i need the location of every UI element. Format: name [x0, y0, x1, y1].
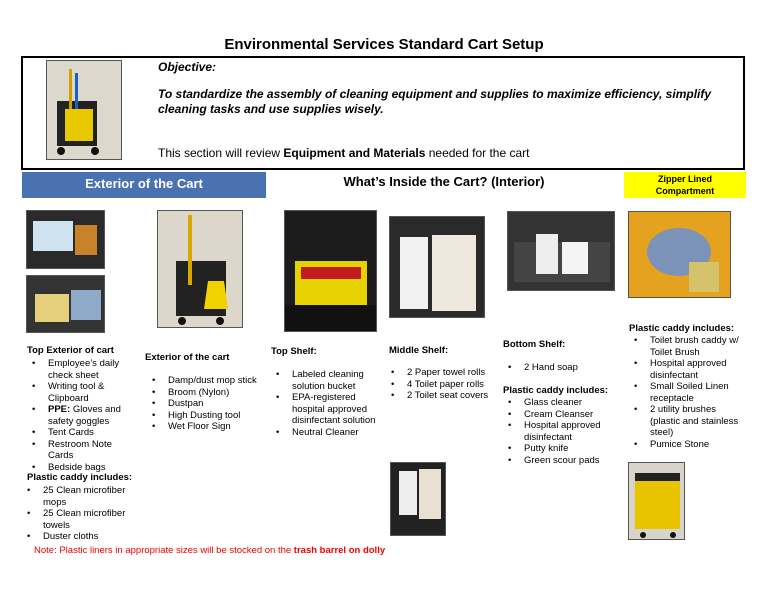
middle-shelf-photo-2: [390, 462, 446, 536]
ppe-label: PPE:: [48, 404, 71, 415]
list-item: • Glass cleaner: [502, 397, 618, 409]
clipboard-photo: [26, 210, 105, 269]
liner-note: [34, 545, 385, 556]
bottom-shelf-list: [502, 362, 618, 374]
page-title: Environmental Services Standard Cart Setup: [224, 36, 544, 53]
review-bold: Equipment and Materials: [283, 146, 426, 160]
list-item: • High Dusting tool: [146, 410, 266, 422]
cart-photo: [46, 60, 122, 160]
list-item: • Duster cloths: [21, 531, 141, 543]
list-item: • Labeled cleaning solution bucket: [270, 369, 382, 392]
list-item: • Restroom Note Cards: [26, 439, 136, 462]
top-exterior-caddy-list: [21, 485, 141, 543]
bottom-shelf-heading: Bottom Shelf:: [503, 339, 566, 350]
list-item: • Pumice Stone: [628, 439, 748, 451]
list-item: • Tent Cards: [26, 427, 136, 439]
list-item: • Dustpan: [146, 398, 266, 410]
list-item: • Bedside bags: [26, 462, 136, 474]
exterior-heading: Exterior of the cart: [145, 352, 230, 363]
list-item: • Wet Floor Sign: [146, 421, 266, 433]
top-exterior-list: [26, 358, 136, 473]
list-item: • 2 Toilet seat covers: [385, 390, 501, 402]
exterior-list: [146, 375, 266, 433]
top-shelf-list: [270, 369, 382, 438]
note-bold: trash barrel on dolly: [293, 545, 386, 556]
objective-heading: Objective:: [158, 60, 217, 74]
microfiber-photo: [26, 275, 105, 333]
list-item: • 2 Paper towel rolls: [385, 367, 501, 379]
interior-banner: What’s Inside the Cart? (Interior): [343, 174, 545, 189]
exterior-cart-photo: [157, 210, 243, 328]
bottom-shelf-caddy-list: [502, 397, 618, 466]
list-item: • Toilet brush caddy w/ Toilet Brush: [628, 335, 748, 358]
list-item: • Neutral Cleaner: [270, 427, 382, 439]
bottom-shelf-caddy-heading: Plastic caddy includes:: [503, 385, 609, 396]
zipper-banner: [624, 172, 746, 198]
list-item: • Putty knife: [502, 443, 618, 455]
middle-shelf-list: [385, 367, 501, 402]
list-item: • Hospital approved disinfectant: [502, 420, 618, 443]
list-item: • 4 Toilet paper rolls: [385, 379, 501, 391]
list-item: • Writing tool & Clipboard: [26, 381, 136, 404]
ppe-text: Gloves and safety goggles: [48, 404, 121, 427]
objective-review: [158, 146, 529, 160]
list-item: • Green scour pads: [502, 455, 618, 467]
bottom-shelf-photo: [507, 211, 615, 291]
list-item: • Small Soiled Linen receptacle: [628, 381, 748, 404]
list-item: • 2 Hand soap: [502, 362, 618, 374]
objective-text: To standardize the assembly of cleaning equipment and supplies to maximize efficiency, simplify cleaning tasks and use supplies wisely.: [158, 87, 712, 116]
top-exterior-caddy-heading: Plastic caddy includes:: [27, 472, 133, 483]
list-item: [26, 404, 136, 427]
top-exterior-heading: Top Exterior of cart: [27, 345, 114, 356]
zipper-banner-line1: Zipper Lined: [658, 174, 712, 184]
exterior-banner: Exterior of the Cart: [22, 172, 266, 198]
middle-shelf-photo: [389, 216, 485, 318]
middle-shelf-heading: Middle Shelf:: [389, 345, 449, 356]
top-shelf-heading: Top Shelf:: [271, 346, 317, 357]
zipper-caddy-heading: Plastic caddy includes:: [629, 323, 735, 334]
zipper-banner-line2: Compartment: [655, 186, 715, 196]
list-item: • 25 Clean microfiber mops: [21, 485, 141, 508]
list-item: • Cream Cleanser: [502, 409, 618, 421]
zipper-list: [628, 335, 748, 450]
top-shelf-photo: [284, 210, 377, 332]
list-item: • Employee’s daily check sheet: [26, 358, 136, 381]
note-prefix: Note: Plastic liners in appropriate sizes will be stocked on the: [34, 545, 294, 556]
list-item: • EPA-registered hospital approved disinfectant solution: [270, 392, 382, 427]
trash-barrel-photo: [628, 462, 685, 540]
list-item: • 2 utility brushes (plastic and stainless steel): [628, 404, 748, 439]
list-item: • 25 Clean microfiber towels: [21, 508, 141, 531]
list-item: • Damp/dust mop stick: [146, 375, 266, 387]
review-prefix: This section will review: [158, 146, 284, 160]
list-item: • Hospital approved disinfectant: [628, 358, 748, 381]
zipper-photo: [628, 211, 731, 298]
list-item: • Broom (Nylon): [146, 387, 266, 399]
review-suffix: needed for the cart: [425, 146, 530, 160]
